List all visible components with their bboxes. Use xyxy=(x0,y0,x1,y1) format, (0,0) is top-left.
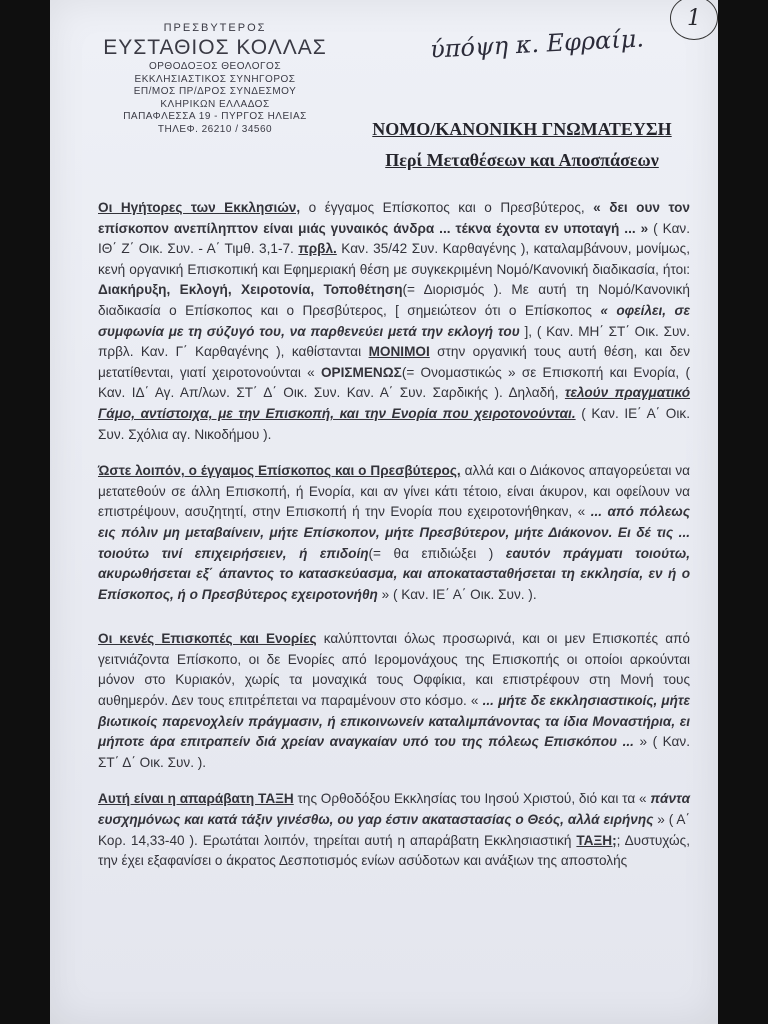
paragraph xyxy=(98,629,690,773)
text-run: (= Διορισμός ). Με αυτή τη Νομό/Κανονική διαδικασία ο Επίσκοπος και ο Πρεσβύτερος, [ σημειώτεον ότι ο Επίσκοπος xyxy=(98,282,690,318)
document-title: ΝΟΜΟ/ΚΑΝΟΝΙΚΗ ΓΝΩΜΑΤΕΥΣΗ xyxy=(372,119,672,139)
text-run: της Ορθοδόξου Εκκλησίας του Ιησού Χριστού, διό και τα « xyxy=(293,791,651,807)
paragraph xyxy=(98,198,690,445)
letterhead-line: ΕΚΚΛΗΣΙΑΣΤΙΚΟΣ ΣΥΝΗΓΟΡΟΣ xyxy=(134,73,296,85)
text-run: » ( Καν. ΙΕ΄ Α΄ Οικ. Συν. ). xyxy=(377,586,537,602)
text-run: Διακήρυξη, Εκλογή, Χειροτονία, Τοποθέτηση xyxy=(98,282,403,298)
text-run: » ( Α΄ Κορ. 14,33-40 ). Ερωτάται λοιπόν, τηρείται αυτή η απαράβατη Εκκλησιαστική xyxy=(98,812,690,848)
text-run: καλύπτονται όλως προσωρινά, και οι μεν Επισκοπές από γειτνιάζοντα Επίσκοπο, οι δε Ενορίες από Ιερομονάχους της Επισκοπής οι οποίοι αρκούνται μόνον στο Κυριακόν, χωρίς τα μοναχικά τους Οφφίκια, και επιστρέφουν στη Μονή τους αυθημερόν. Δεν τους επιτρέπεται να παραμένουν στο κόσμο. « xyxy=(98,631,690,709)
document-body xyxy=(98,198,690,888)
text-run: στην οργανική τους αυτή θέση, και δεν μετατίθενται, γιατί χειροτονούνται « xyxy=(98,344,691,380)
document-subtitle: Περί Μεταθέσεων και Αποσπάσεων xyxy=(385,150,659,170)
letterhead-line: ΚΛΗΡΙΚΩΝ ΕΛΛΑΔΟΣ xyxy=(160,98,270,110)
text-run: αλλά και ο Διάκονος απαγορεύεται να μετατεθούν σε άλλη Επισκοπή, ή Ενορία, και αν γίνει κάτι τέτοιο, είναι άκυρον, και οφείλουν να επιστρέψουν, ασυζητητί, στην Επισκοπή ή την Ενορία που εχειροτονήθηκαν, « xyxy=(98,463,691,520)
handwritten-note: ύπόψη κ. Εφραίμ. xyxy=(429,24,645,64)
text-run: ], ( Καν. ΜΗ΄ ΣΤ΄ Οικ. Συν. πρβλ. Καν. Γ΄ Καρθαγένης ), καθίστανται xyxy=(98,323,690,360)
text-run: ( Καν. ΙΘ΄ Ζ΄ Οικ. Συν. - Α΄ Τιμθ. 3,1-7. xyxy=(98,220,690,257)
letterhead xyxy=(50,22,380,136)
paragraph xyxy=(98,789,690,871)
text-run: τελούν πραγματικό Γάμο, αντίστοιχα, με την Επισκοπή, και την Ενορία που χειροτονούνται. xyxy=(98,385,691,421)
text-run: Οι κενές Επισκοπές και Ενορίες xyxy=(98,631,317,647)
text-run: « δει ουν τον επίσκοπον ανεπίληπτον είναι μιάς γυναικός άνδρα ... τέκνα έχοντα εν υποταγή ... » xyxy=(98,200,690,236)
text-run: Καν. 35/42 Συν. Καρθαγένης ), καταλαμβάνουν, μονίμως, κενή οργανική Επισκοπική και Εφημεριακή θέση με συγκεκριμένη Νομό/Κανονική διαδικασία, ήτοι: xyxy=(98,241,691,277)
page-number: 1 xyxy=(670,0,718,40)
text-run: Ώστε λοιπόν, ο έγγαμος Επίσκοπος και ο Πρεσβύτερος, xyxy=(98,463,461,479)
letterhead-phone: ΤΗΛΕΦ. 26210 / 34560 xyxy=(157,123,273,135)
letterhead-line: ΟΡΘΟΔΟΞΟΣ ΘΕΟΛΟΓΟΣ xyxy=(148,61,282,72)
letterhead-address: ΠΑΠΑΦΛΕΣΣΑ 19 - ΠΥΡΓΟΣ ΗΛΕΙΑΣ xyxy=(123,111,307,122)
text-run: Αυτή είναι η απαράβατη ΤΑΞΗ xyxy=(98,791,294,807)
text-run: πρβλ. xyxy=(298,241,337,257)
text-run: (= Ονομαστικώς » σε Επισκοπή και Ενορία, ( Καν. ΙΔ΄ Αγ. Απ/λων. ΣΤ΄ Δ΄ Οικ. Συν. Καν. Α΄ Συν. Σαρδικής ). Δηλαδή, xyxy=(98,364,690,401)
text-run: ο έγγαμος Επίσκοπος και ο Πρεσβύτερος, xyxy=(300,200,594,215)
text-run: » ( Καν. ΣΤ΄ Δ΄ Οικ. Συν. ). xyxy=(98,734,690,770)
letterhead-line: ΕΠ/ΜΟΣ ΠΡ/ΔΡΟΣ ΣΥΝΔΕΣΜΟΥ xyxy=(133,86,297,97)
text-run: ΤΑΞΗ; xyxy=(576,832,617,848)
text-run: ; Δυστυχώς, την έχει εξαφανίσει ο άκρατος Δεσποτισμός ενίων ασύδοτων και ανάξιων της αποστολής xyxy=(98,832,690,869)
text-run: πάντα ευσχημόνως και κατά τάξιν γινέσθω, ου γαρ έστιν ακαταστασίας ο Θεός, αλλά ειρήνης xyxy=(98,791,690,828)
text-run: ... μήτε δε εκκλησιαστικοίς, μήτε βιωτικοίς παρενοχλείν πράγμασιν, ή επικοινωνείν καταλιμπάνοντας τα ίδια Μοναστήρια, ει μήποτε άρα επιτραπείν διά χρείαν αναγκαίαν υπό του της πόλεως Επισκόπου ... xyxy=(98,693,690,750)
text-run: ( Καν. ΙΕ΄ Α΄ Οικ. Συν. Σχόλια αγ. Νικοδήμου ). xyxy=(98,405,690,442)
paragraph xyxy=(98,461,690,605)
text-run: ΟΡΙΣΜΕΝΩΣ xyxy=(320,364,402,380)
letterhead-role: ΠΡΕΣΒΥΤΕΡΟΣ xyxy=(163,22,267,34)
text-run: ΜΟΝΙΜΟΙ xyxy=(368,344,430,360)
text-run: Οι Ηγήτορες των Εκκλησιών, xyxy=(98,200,301,215)
text-run: εαυτόν πράγματι τοιούτω, ακυρωθήσεται εξ΄ άπαντος το κατασκεύασμα, και αποκατασταθήσεται τη εκκλησία, εν ή ο Επίσκοπος, ή ο Πρεσβύτερος εχειροτονήθη xyxy=(98,545,690,602)
text-run: ... από πόλεως εις πόλιν μη μεταβαίνειν, μήτε Επίσκοπον, μήτε Πρεσβύτερον, μήτε Διάκονον. Ει δέ τις ... τοιούτω τινί επιχειρήσειεν, ή επιδοίη xyxy=(98,504,690,561)
letterhead-name: ΕΥΣΤΑΘΙΟΣ ΚΟΛΛΑΣ xyxy=(103,35,327,59)
document-page xyxy=(50,0,718,1024)
text-run: (= θα επιδιώξει ) xyxy=(368,545,506,561)
text-run: « οφείλει, σε συμφωνία με τη σύζυγό του, να παρθενεύει μετά την εκλογή του xyxy=(98,302,690,339)
